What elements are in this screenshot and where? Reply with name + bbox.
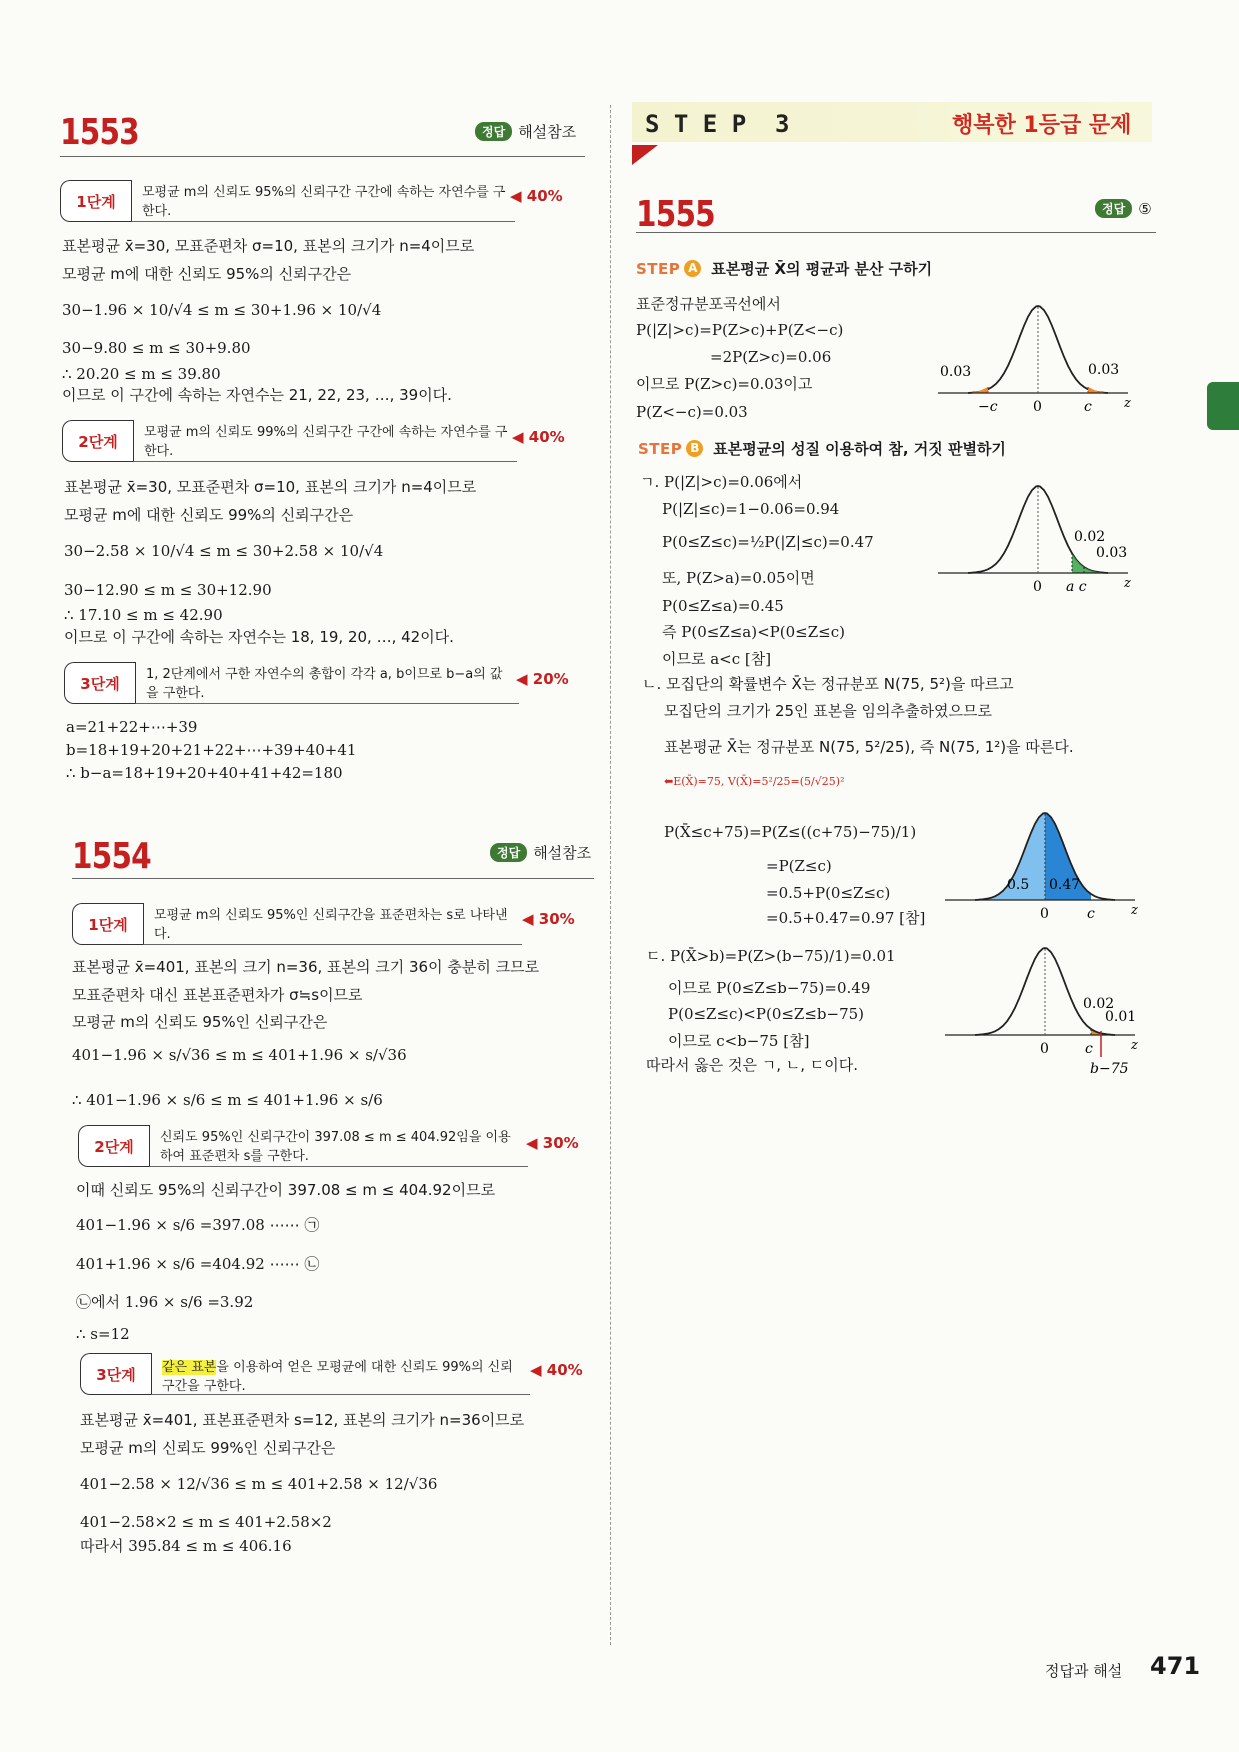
line: 이므로 이 구간에 속하는 자연수는 18, 19, 20, …, 42이다. — [64, 628, 454, 646]
label-left: 0.5 — [1007, 877, 1030, 893]
step-desc: 신뢰도 95%인 신뢰구간이 397.08 ≤ m ≤ 404.92임을 이용하여 표준편차 s를 구한다. — [149, 1125, 528, 1167]
banner-title: 행복한 1등급 문제 — [952, 113, 1132, 138]
line: 모집단의 크기가 25인 표본을 임의추출하였으므로 — [664, 702, 992, 720]
answer-text: 해설참조 — [518, 123, 577, 141]
line: =0.5+0.47=0.97 [참] — [766, 909, 926, 927]
line: ㄱ. P(|Z|>c)=0.06에서 — [640, 473, 803, 491]
step-box-1554-3 — [80, 1353, 602, 1395]
line: 이므로 이 구간에 속하는 자연수는 21, 22, 23, …, 39이다. — [62, 386, 452, 404]
line: a=21+22+⋯+39 — [66, 718, 198, 736]
banner-triangle — [632, 145, 658, 165]
label-right-val: 0.03 — [1088, 362, 1120, 378]
problem-number-1553: 1553 — [60, 112, 139, 153]
step-tag: STEP — [638, 439, 683, 458]
line: ∴ b−a=18+19+20+40+41+42=180 — [66, 764, 343, 782]
label-c: c — [1084, 399, 1092, 415]
step-desc: 모평균 m의 신뢰도 95%인 신뢰구간을 표준편차는 s로 나타낸다. — [143, 903, 522, 945]
line: =2P(Z>c)=0.06 — [710, 348, 832, 366]
line: ∴ 17.10 ≤ m ≤ 42.90 — [64, 606, 223, 624]
line: 따라서 옳은 것은 ㄱ, ㄴ, ㄷ이다. — [646, 1056, 859, 1074]
label-left-val: 0.03 — [940, 364, 972, 380]
line: b=18+19+20+21+22+⋯+39+40+41 — [66, 741, 357, 759]
step-desc: 모평균 m의 신뢰도 95%의 신뢰구간 구간에 속하는 자연수를 구한다. — [131, 180, 515, 222]
step-title: 표본평균 X̄의 평균과 분산 구하기 — [711, 260, 933, 278]
step-percent: ◀ 30% — [522, 910, 575, 928]
step-desc — [151, 1353, 530, 1395]
normal-curve-graph-1 — [938, 305, 1138, 415]
line: 따라서 395.84 ≤ m ≤ 406.16 — [80, 1537, 292, 1555]
answer-text: ⑤ — [1138, 199, 1152, 218]
line: 401−2.58 × 12/√36 ≤ m ≤ 401+2.58 × 12/√36 — [80, 1475, 438, 1493]
line: P(|Z|>c)=P(Z>c)+P(Z<−c) — [636, 321, 844, 339]
step-letter-a: A — [684, 260, 701, 277]
hint-line: ⬅E(X̄)=75, V(X̄)=5²/25=(5/√25)² — [664, 775, 845, 788]
divider — [60, 156, 585, 157]
label-c: c — [1087, 906, 1095, 922]
line: P(0≤Z≤c)<P(0≤Z≤b−75) — [668, 1005, 865, 1023]
answer-text: 해설참조 — [533, 844, 592, 862]
step-desc: 모평균 m의 신뢰도 99%의 신뢰구간 구간에 속하는 자연수를 구한다. — [133, 420, 517, 462]
line: 표본평균 x̄=30, 모표준편차 σ=10, 표본의 크기가 n=4이므로 — [64, 478, 477, 496]
label-right: 0.47 — [1049, 877, 1081, 893]
label-val2: 0.01 — [1105, 1009, 1137, 1025]
line: P(0≤Z≤a)=0.45 — [662, 597, 784, 615]
answer-badge: 정답 — [1095, 199, 1132, 218]
line: 모평균 m에 대한 신뢰도 95%의 신뢰구간은 — [62, 265, 352, 283]
step-a-heading — [636, 258, 932, 279]
line: =0.5+P(0≤Z≤c) — [766, 884, 891, 902]
line: 즉 P(0≤Z≤a)<P(0≤Z≤c) — [662, 623, 845, 641]
step-title: 표본평균의 성질 이용하여 참, 거짓 판별하기 — [713, 440, 1006, 458]
step-label: 3단계 — [64, 662, 135, 704]
line: 30−12.90 ≤ m ≤ 30+12.90 — [64, 581, 272, 599]
line: 30−9.80 ≤ m ≤ 30+9.80 — [62, 339, 251, 357]
label-ac: a c — [1066, 579, 1087, 595]
divider — [72, 878, 594, 879]
normal-curve-graph-3 — [945, 812, 1145, 922]
line: 또, P(Z>a)=0.05이면 — [662, 569, 815, 587]
step-box-1553-1 — [60, 180, 585, 222]
column-divider — [610, 105, 611, 1645]
answer-badge: 정답 — [475, 122, 512, 141]
line: 401−1.96 × s/√36 ≤ m ≤ 401+1.96 × s/√36 — [72, 1046, 407, 1064]
step-desc: 1, 2단계에서 구한 자연수의 총합이 각각 a, b이므로 b−a의 값을 구한다. — [135, 662, 519, 704]
footer-label: 정답과 해설 — [1045, 1662, 1123, 1680]
line: 모평균 m의 신뢰도 99%인 신뢰구간은 — [80, 1439, 336, 1457]
line: ㄴ. 모집단의 확률변수 X̄는 정규분포 N(75, 5²)을 따르고 — [642, 675, 1014, 693]
step-label: 2단계 — [62, 420, 133, 462]
line: 모평균 m에 대한 신뢰도 99%의 신뢰구간은 — [64, 506, 354, 524]
step-label: 2단계 — [78, 1125, 149, 1167]
step-box-1554-1 — [72, 903, 594, 945]
answer-1555 — [1095, 199, 1152, 218]
line: 401−1.96 × s/6 =397.08 ⋯⋯ ㉠ — [76, 1216, 320, 1234]
line: 표본평균 X̄는 정규분포 N(75, 5²/25), 즉 N(75, 1²)을 따른다. — [664, 738, 1074, 756]
line: P(Z<−c)=0.03 — [636, 403, 748, 421]
line: ∴ 401−1.96 × s/6 ≤ m ≤ 401+1.96 × s/6 — [72, 1091, 383, 1109]
line: 모표준편차 대신 표본표준편차가 σ≒s이므로 — [72, 986, 363, 1004]
line: 30−1.96 × 10/√4 ≤ m ≤ 30+1.96 × 10/√4 — [62, 301, 382, 319]
step-b-heading — [638, 438, 1006, 459]
line: 표본평균 x̄=401, 표본의 크기 n=36, 표본의 크기 36이 충분히 크므로 — [72, 958, 540, 976]
divider — [636, 232, 1156, 233]
side-tab — [1207, 382, 1239, 430]
label-zero: 0 — [1033, 399, 1042, 415]
label-zero: 0 — [1040, 906, 1049, 922]
label-val1: 0.02 — [1074, 529, 1106, 545]
problem-number-1554: 1554 — [72, 836, 151, 877]
step-box-1554-2 — [78, 1125, 600, 1167]
step-label: 1단계 — [72, 903, 143, 945]
step-percent: ◀ 40% — [530, 1361, 583, 1379]
step-percent: ◀ 20% — [516, 670, 569, 688]
label-val2: 0.03 — [1096, 545, 1128, 561]
line: 표본평균 x̄=30, 모표준편차 σ=10, 표본의 크기가 n=4이므로 — [62, 237, 475, 255]
line: 이때 신뢰도 95%의 신뢰구간이 397.08 ≤ m ≤ 404.92이므로 — [76, 1181, 496, 1199]
page-number: 471 — [1150, 1652, 1201, 1680]
line: 이므로 P(0≤Z≤b−75)=0.49 — [668, 979, 871, 997]
step-label: 3단계 — [80, 1353, 151, 1395]
normal-curve-graph-2 — [938, 485, 1138, 595]
label-b75: b−75 — [1090, 1061, 1129, 1077]
line: 401−2.58×2 ≤ m ≤ 401+2.58×2 — [80, 1513, 332, 1531]
step-letter-b: B — [686, 440, 703, 457]
line: 표준정규분포곡선에서 — [636, 295, 781, 313]
step-box-1553-3 — [64, 662, 589, 704]
line: 이므로 a<c [참] — [662, 650, 772, 668]
answer-1553 — [475, 121, 576, 142]
label-neg-c: −c — [978, 399, 998, 415]
line: ∴ 20.20 ≤ m ≤ 39.80 — [62, 365, 221, 383]
answer-badge: 정답 — [490, 843, 527, 862]
step-percent: ◀ 40% — [512, 428, 565, 446]
line: 30−2.58 × 10/√4 ≤ m ≤ 30+2.58 × 10/√4 — [64, 542, 384, 560]
label-zero: 0 — [1033, 579, 1042, 595]
line: ㉡에서 1.96 × s/6 =3.92 — [76, 1293, 254, 1311]
label-c: c — [1085, 1041, 1093, 1057]
line: ㄷ. P(X̄>b)=P(Z>(b−75)/1)=0.01 — [646, 947, 896, 965]
step-desc-rest: 을 이용하여 얻은 모평균에 대한 신뢰도 99%의 신뢰구간을 구한다. — [162, 1360, 513, 1394]
problem-number-1555: 1555 — [636, 194, 715, 235]
normal-curve-graph-4 — [945, 947, 1145, 1077]
line: P(|Z|≤c)=1−0.06=0.94 — [662, 500, 840, 518]
step-percent: ◀ 30% — [526, 1134, 579, 1152]
answer-1554 — [490, 842, 591, 863]
line: ∴ s=12 — [76, 1325, 130, 1343]
step-label: 1단계 — [60, 180, 131, 222]
line: 401+1.96 × s/6 =404.92 ⋯⋯ ㉡ — [76, 1255, 320, 1273]
label-z: z — [1124, 576, 1131, 591]
step-tag: STEP — [636, 259, 681, 278]
line: 이므로 P(Z>c)=0.03이고 — [636, 375, 813, 393]
line: P(X̄≤c+75)=P(Z≤((c+75)−75)/1) — [664, 823, 917, 841]
line: 표본평균 x̄=401, 표본표준편차 s=12, 표본의 크기가 n=36이므로 — [80, 1411, 525, 1429]
line: 이므로 c<b−75 [참] — [668, 1032, 810, 1050]
step-box-1553-2 — [62, 420, 587, 462]
line: P(0≤Z≤c)=½P(|Z|≤c)=0.47 — [662, 533, 874, 551]
label-zero: 0 — [1040, 1041, 1049, 1057]
line: =P(Z≤c) — [766, 857, 832, 875]
label-z: z — [1131, 903, 1138, 918]
label-z: z — [1124, 396, 1131, 411]
line: 모평균 m의 신뢰도 95%인 신뢰구간은 — [72, 1013, 328, 1031]
highlighted-text: 같은 표본 — [162, 1360, 217, 1375]
banner-step: S T E P 3 — [645, 110, 790, 138]
step-percent: ◀ 40% — [510, 187, 563, 205]
label-val1: 0.02 — [1083, 996, 1115, 1012]
label-z: z — [1131, 1038, 1138, 1053]
